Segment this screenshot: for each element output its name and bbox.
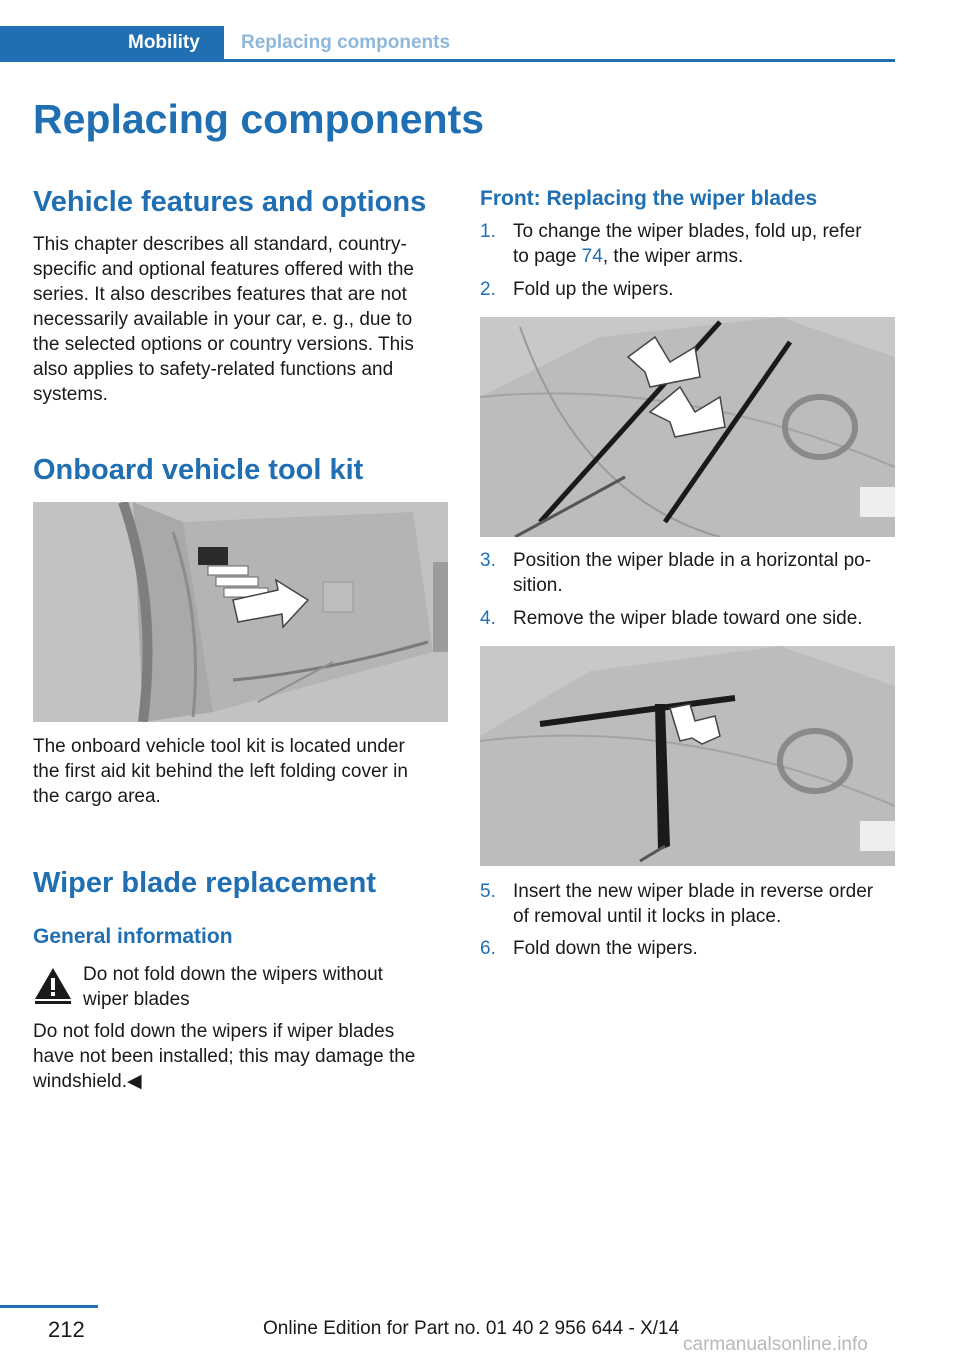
text-line: specific and optional features offered with the (33, 259, 414, 280)
text-line: the selected options or country versions. This (33, 334, 414, 355)
warning-title (83, 962, 443, 1012)
watermark: carmanualsonline.info (683, 1334, 868, 1355)
text-line: Position the wiper blade in a horizontal po- (513, 550, 872, 571)
edition-info: Online Edition for Part no. 01 40 2 956 644 - X/14 (263, 1318, 680, 1339)
text-fragment: to page (513, 246, 582, 267)
text-line: To change the wiper blades, fold up, refer (513, 221, 862, 242)
heading-front-wiper-blades: Front: Replacing the wiper blades (480, 187, 818, 210)
step-number: 5. (480, 881, 496, 902)
text-line: Insert the new wiper blade in reverse order (513, 881, 874, 902)
page-header (0, 26, 895, 62)
header-tab-replacing-components[interactable]: Replacing components (241, 32, 451, 53)
text-line: of removal until it locks in place. (513, 906, 782, 927)
text-line: systems. (33, 384, 108, 405)
text-line: wiper blades (83, 989, 190, 1010)
step-text: Fold down the wipers. (513, 938, 698, 959)
text-line: series. It also describes features that are not (33, 284, 407, 305)
text-line: sition. (513, 575, 563, 596)
text-line: The onboard vehicle tool kit is located under (33, 736, 405, 757)
step-text (513, 879, 895, 929)
vehicle-features-text (33, 232, 453, 407)
text-line: Do not fold down the wipers without (83, 964, 383, 985)
text-line: have not been installed; this may damage the (33, 1046, 416, 1067)
page-reference-link[interactable]: 74 (581, 246, 603, 267)
warning-text (33, 1019, 453, 1094)
footer-rule (0, 1305, 98, 1308)
wiper-remove-blade-illustration (480, 646, 895, 866)
wiper-fold-up-illustration (480, 317, 895, 537)
page-number: 212 (48, 1317, 85, 1342)
step-number: 3. (480, 550, 496, 571)
page-title: Replacing components (33, 96, 485, 142)
step-text (513, 548, 895, 598)
step-number: 4. (480, 608, 496, 629)
step-text (513, 219, 895, 269)
text-line: the first aid kit behind the left folding cover in (33, 761, 408, 782)
heading-tool-kit: Onboard vehicle tool kit (33, 454, 364, 486)
heading-general-information: General information (33, 925, 233, 948)
step-number: 6. (480, 938, 496, 959)
text-line: windshield.◀ (33, 1071, 142, 1092)
tool-kit-text (33, 734, 453, 809)
text-line: This chapter describes all standard, country- (33, 234, 407, 255)
heading-vehicle-features: Vehicle features and options (33, 186, 427, 218)
warning-triangle-icon (33, 966, 73, 1004)
text-line: Do not fold down the wipers if wiper blades (33, 1021, 395, 1042)
heading-wiper-replacement: Wiper blade replacement (33, 867, 377, 899)
tool-kit-illustration (33, 502, 448, 722)
step-text: Fold up the wipers. (513, 279, 674, 300)
header-tab-mobility[interactable]: Mobility (128, 32, 200, 53)
text-line (513, 244, 895, 269)
text-line: also applies to safety-related functions and (33, 359, 394, 380)
step-number: 2. (480, 279, 496, 300)
text-line: necessarily available in your car, e. g., due to (33, 309, 413, 330)
text-line: the cargo area. (33, 786, 161, 807)
text-fragment: , the wiper arms. (602, 246, 744, 267)
header-rule (0, 59, 895, 62)
step-number: 1. (480, 221, 496, 242)
step-text: Remove the wiper blade toward one side. (513, 608, 863, 629)
